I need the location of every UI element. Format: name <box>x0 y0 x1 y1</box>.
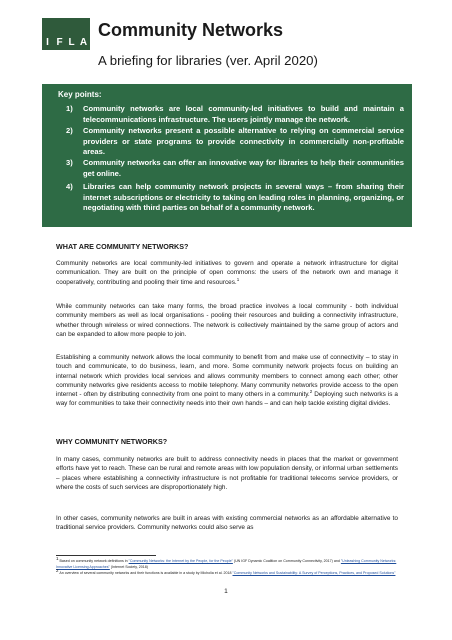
paragraph <box>56 259 398 287</box>
key-point-item <box>66 104 404 125</box>
key-point-text: Community networks are local community-led initiatives to build and maintain a telecommunications infrastructure. The users jointly manage the network. <box>83 104 404 124</box>
key-point-text: Community networks can offer an innovative way for libraries to help their communities get online. <box>83 158 404 178</box>
footnote-text: Based on community network definitions in <box>58 559 129 563</box>
paragraph: In other cases, community networks are built in areas with existing commercial networks as an affordable alternative to traditional service providers. Community networks could also serve as <box>56 515 398 532</box>
footnote-link[interactable]: "Community Networks and Sustainability: A Survey of Perceptions, Practices, and Proposed Solutions" <box>232 571 396 575</box>
footnote-text: (Internet Society, 2018) <box>109 565 148 569</box>
key-point-number: 3) <box>66 158 73 167</box>
key-point-item <box>66 182 404 214</box>
logo-letter: F <box>56 37 63 48</box>
section-heading: WHAT ARE COMMUNITY NETWORKS? <box>56 242 189 251</box>
footnote-number: 1 <box>56 555 59 561</box>
footnote-divider <box>56 555 156 556</box>
paragraph-text: Community networks are local community-led initiatives to govern and operate a network infrastructure for digital communication. They are built on the principle of open commons: the users of the network own and manage it cooperatively, contributing and pooling their time and resources. <box>56 260 398 286</box>
document-title: Community Networks <box>98 20 284 40</box>
key-points-title: Key points: <box>58 90 102 99</box>
document-subtitle: A briefing for libraries (ver. April 2020) <box>98 53 318 68</box>
logo-letter: I <box>46 37 49 48</box>
key-point-number: 2) <box>66 126 73 135</box>
footnote-ref[interactable]: 1 <box>236 276 240 282</box>
footnote-number: 2 <box>56 567 59 573</box>
key-point-number: 4) <box>66 182 73 191</box>
key-point-text: Libraries can help community network projects in several ways – from sharing their internet subscriptions or electricity to taking on leading roles in planning, organizing, or negotiating with third parties on behalf of a community network. <box>83 182 404 213</box>
ifla-logo <box>42 18 90 50</box>
footnote-text: (UN IGF Dynamic Coalition on Community Connectivity, 2017) and <box>232 559 341 563</box>
footnote-link[interactable]: "Unleashing Community Networks: Innovative Licensing Approaches" <box>56 559 397 569</box>
footnote-link[interactable]: "Community Networks: the Internet by the People, for the People" <box>128 559 233 563</box>
section-heading: WHY COMMUNITY NETWORKS? <box>56 437 168 446</box>
paragraph <box>56 353 398 409</box>
key-point-text: Community networks present a possible alternative to relying on commercial service providers or state programs to provide connectivity in commercially non-profitable areas. <box>83 126 404 157</box>
page-number: 1 <box>224 588 228 595</box>
key-points-box <box>42 84 412 227</box>
logo-letter: L <box>68 37 75 48</box>
logo-letter: A <box>79 37 88 48</box>
key-point-item <box>66 158 404 179</box>
key-point-item <box>66 126 404 158</box>
paragraph-text-tail: Deploying such networks is a way for communities to take their connectivity needs into their own hands – and can help tackle existing digital divides. <box>56 391 398 408</box>
footnote <box>56 555 398 570</box>
key-point-number: 1) <box>66 104 73 113</box>
paragraph-text: Establishing a community network allows the local community to benefit from and make use of connectivity – to stay in touch and communicate, to do business, learn, and more. Some community network projects focus on building an internal network which provides local services and allows community members to connect among each other; other community networks give residents access to mobile telephony. Many community networks provide access to the open internet - often by distributing connectivity from one point to many others in a community. <box>56 354 398 399</box>
paragraph: While community networks can take many forms, the broad practice involves a local community - both individual community members as well as local organisations - pooling their resources and building a connectivity infrastructure, whether through wireless or wired connections. The network is collectively maintained by the same group of actors and can be expanded to allow more people to join. <box>56 303 398 338</box>
paragraph: In many cases, community networks are built to address connectivity needs in places that the market or government efforts have yet to reach. These can be rural and remote areas with low population density, or informal urban settlements – places where establishing a connectivity infrastructure is not profitable for traditional telecoms service providers, or where the costs of such services are disproportionately high. <box>56 456 398 491</box>
footnote-ref[interactable]: 2 <box>309 389 313 395</box>
footnote-text: An overview of several community networks and their functions is available in a study by Micholia et al. 2018 <box>58 571 233 575</box>
